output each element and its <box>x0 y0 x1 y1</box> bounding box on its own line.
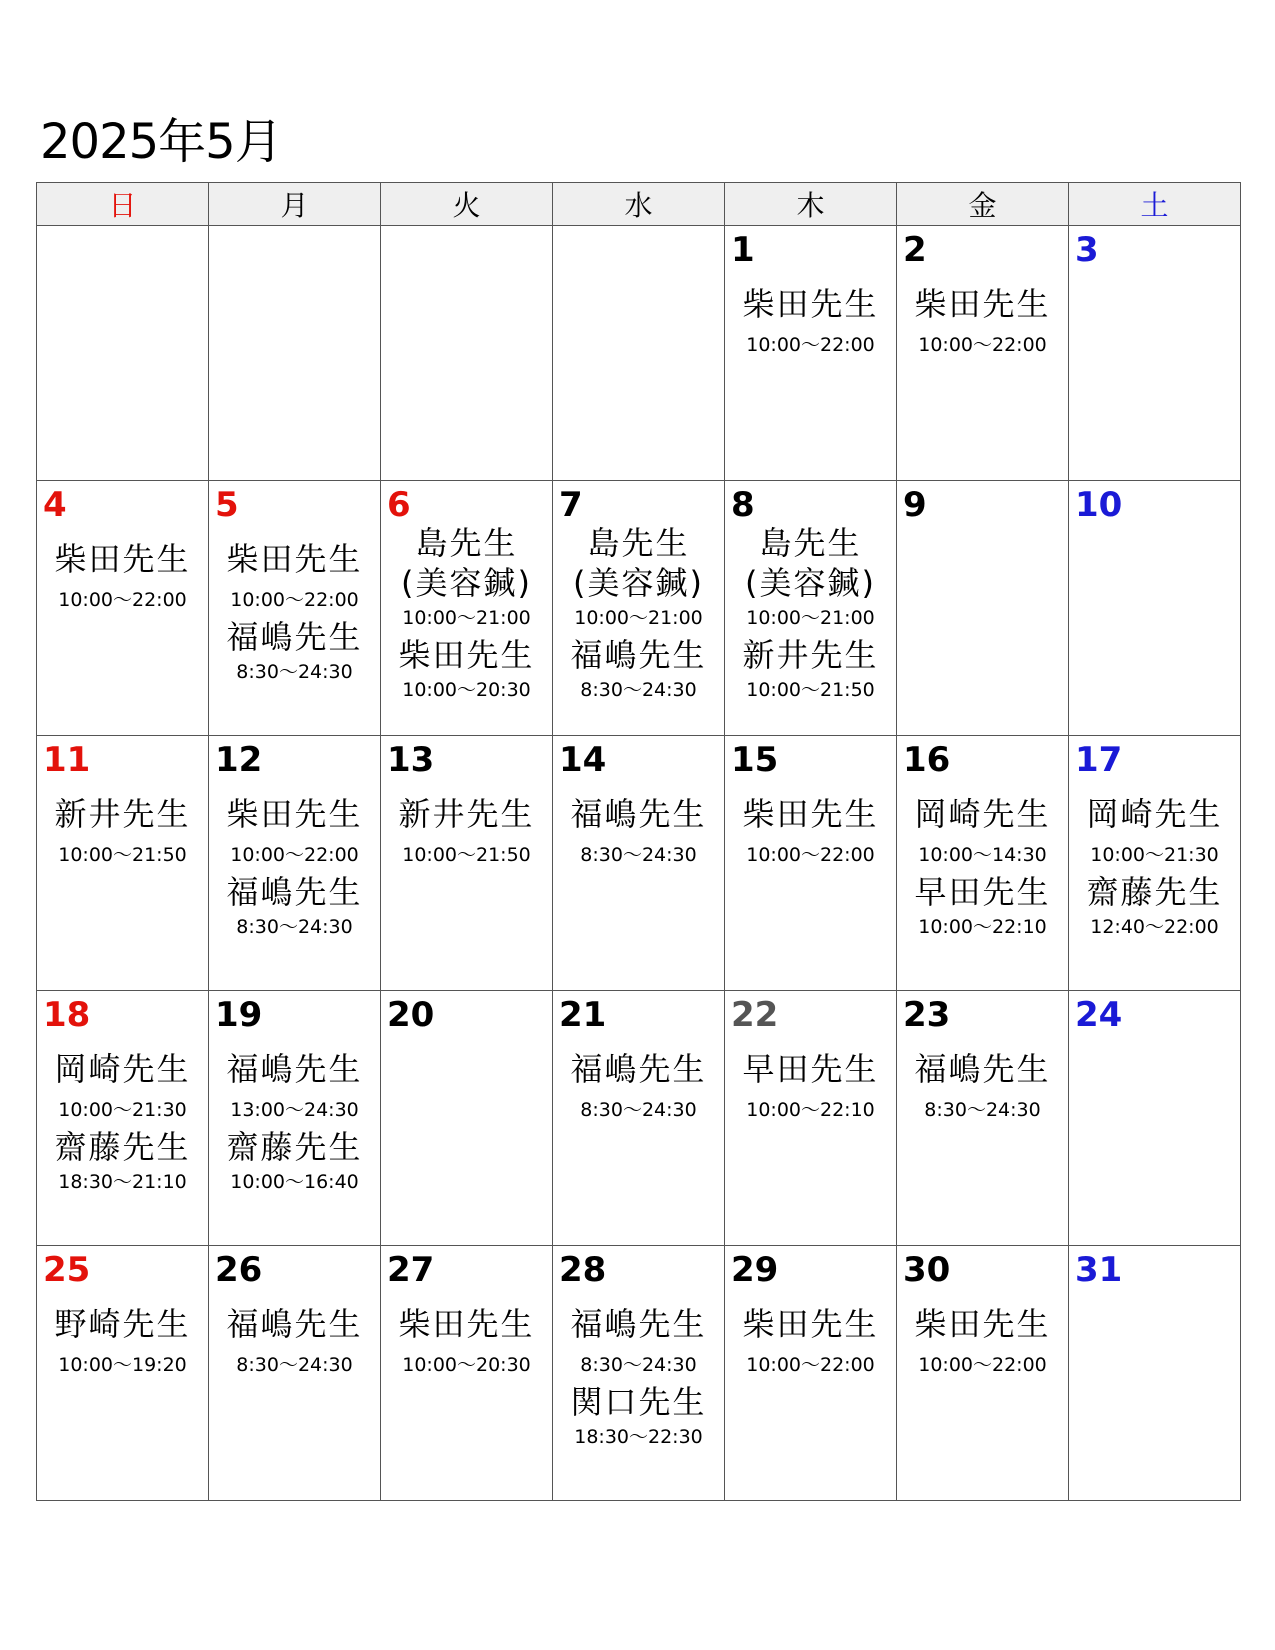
shift-time: 10:00～22:00 <box>746 844 875 866</box>
staff-name: 島先生 (美容鍼) <box>745 524 876 602</box>
shift-list <box>381 794 552 868</box>
shift-entry <box>553 794 724 868</box>
day-cell <box>725 736 897 991</box>
day-number: 20 <box>387 995 435 1035</box>
shift-list <box>209 794 380 940</box>
shift-list <box>553 794 724 868</box>
day-number: 25 <box>43 1250 91 1290</box>
day-number: 9 <box>903 485 927 525</box>
weekday-header: 日 <box>37 183 209 226</box>
day-number: 1 <box>731 230 755 270</box>
day-number: 30 <box>903 1250 951 1290</box>
staff-name: 柴田先生 <box>742 285 879 323</box>
shift-list <box>897 794 1068 940</box>
day-cell <box>897 1246 1069 1501</box>
weekday-header: 木 <box>725 183 897 226</box>
staff-name: 福嶋先生 <box>570 1305 707 1343</box>
day-number: 12 <box>215 740 263 780</box>
day-cell <box>1069 736 1241 991</box>
calendar-title: 2025年5月 <box>40 114 282 170</box>
shift-time: 10:00～22:10 <box>918 916 1047 938</box>
shift-time: 12:40～22:00 <box>1090 916 1219 938</box>
shift-entry <box>553 523 724 631</box>
shift-entry <box>381 523 552 631</box>
shift-entry <box>37 1127 208 1195</box>
shift-list <box>209 1049 380 1195</box>
shift-time: 10:00～22:00 <box>746 334 875 356</box>
shift-list <box>209 539 380 685</box>
day-number: 5 <box>215 485 239 525</box>
staff-name: 齋藤先生 <box>1086 873 1223 911</box>
shift-entry <box>897 1049 1068 1123</box>
shift-time: 10:00～20:30 <box>402 679 531 701</box>
staff-name: 関口先生 <box>570 1383 707 1421</box>
shift-list <box>725 794 896 868</box>
shift-entry <box>37 794 208 868</box>
shift-time: 8:30～24:30 <box>236 1354 353 1376</box>
shift-time: 10:00～19:20 <box>58 1354 187 1376</box>
shift-time: 13:00～24:30 <box>230 1099 359 1121</box>
shift-time: 10:00～21:30 <box>58 1099 187 1121</box>
day-number: 27 <box>387 1250 435 1290</box>
staff-name: 柴田先生 <box>398 1305 535 1343</box>
shift-list <box>37 794 208 868</box>
day-number: 3 <box>1075 230 1099 270</box>
day-number: 26 <box>215 1250 263 1290</box>
day-cell <box>725 226 897 481</box>
shift-time: 8:30～24:30 <box>580 1099 697 1121</box>
shift-entry <box>897 794 1068 868</box>
shift-entry <box>1069 872 1240 940</box>
staff-name: 柴田先生 <box>742 795 879 833</box>
day-cell <box>553 481 725 736</box>
shift-time: 10:00～21:50 <box>402 844 531 866</box>
empty-day-cell <box>553 226 725 481</box>
shift-list <box>553 1304 724 1450</box>
shift-time: 10:00～20:30 <box>402 1354 531 1376</box>
shift-entry <box>1069 794 1240 868</box>
weekday-header: 土 <box>1069 183 1241 226</box>
day-cell <box>209 1246 381 1501</box>
week-row <box>37 991 1241 1246</box>
day-cell <box>209 736 381 991</box>
shift-list <box>381 1304 552 1378</box>
day-cell <box>725 1246 897 1501</box>
shift-time: 8:30～24:30 <box>580 844 697 866</box>
day-cell <box>897 226 1069 481</box>
shift-time: 10:00～21:00 <box>746 607 875 629</box>
day-number: 7 <box>559 485 583 525</box>
day-number: 11 <box>43 740 91 780</box>
day-number: 29 <box>731 1250 779 1290</box>
shift-time: 10:00～22:00 <box>230 589 359 611</box>
day-number: 2 <box>903 230 927 270</box>
shift-time: 10:00～22:00 <box>918 334 1047 356</box>
weekday-header: 月 <box>209 183 381 226</box>
weekday-header-row <box>37 183 1241 226</box>
day-cell <box>1069 481 1241 736</box>
staff-name: 新井先生 <box>398 795 535 833</box>
shift-list <box>37 539 208 613</box>
day-number: 18 <box>43 995 91 1035</box>
day-number: 24 <box>1075 995 1123 1035</box>
shift-list <box>897 1304 1068 1378</box>
shift-entry <box>897 284 1068 358</box>
shift-entry <box>725 284 896 358</box>
week-row <box>37 481 1241 736</box>
shift-time: 10:00～22:00 <box>58 589 187 611</box>
day-cell <box>725 991 897 1246</box>
shift-time: 8:30～24:30 <box>924 1099 1041 1121</box>
day-number: 31 <box>1075 1250 1123 1290</box>
shift-entry <box>37 1049 208 1123</box>
staff-name: 福嶋先生 <box>226 1050 363 1088</box>
shift-list <box>725 1304 896 1378</box>
shift-list <box>897 284 1068 358</box>
shift-time: 10:00～21:50 <box>746 679 875 701</box>
staff-name: 齋藤先生 <box>54 1128 191 1166</box>
empty-day-cell <box>209 226 381 481</box>
staff-name: 新井先生 <box>54 795 191 833</box>
staff-name: 柴田先生 <box>914 1305 1051 1343</box>
shift-list <box>1069 794 1240 940</box>
staff-name: 岡崎先生 <box>914 795 1051 833</box>
shift-entry <box>209 539 380 613</box>
day-number: 16 <box>903 740 951 780</box>
day-cell <box>1069 226 1241 481</box>
shift-list <box>553 523 724 703</box>
staff-name: 柴田先生 <box>226 540 363 578</box>
shift-time: 8:30～24:30 <box>580 1354 697 1376</box>
weekday-header: 金 <box>897 183 1069 226</box>
shift-entry <box>725 1304 896 1378</box>
shift-time: 10:00～22:00 <box>230 844 359 866</box>
day-cell <box>37 736 209 991</box>
shift-entry <box>209 872 380 940</box>
day-number: 23 <box>903 995 951 1035</box>
staff-name: 早田先生 <box>914 873 1051 911</box>
shift-entry <box>209 1304 380 1378</box>
staff-name: 野崎先生 <box>54 1305 191 1343</box>
staff-name: 柴田先生 <box>226 795 363 833</box>
shift-list <box>553 1049 724 1123</box>
shift-list <box>897 1049 1068 1123</box>
staff-name: 福嶋先生 <box>570 636 707 674</box>
staff-name: 福嶋先生 <box>226 618 363 656</box>
shift-entry <box>553 635 724 703</box>
day-cell <box>897 736 1069 991</box>
day-number: 19 <box>215 995 263 1035</box>
shift-entry <box>725 523 896 631</box>
staff-name: 齋藤先生 <box>226 1128 363 1166</box>
day-number: 8 <box>731 485 755 525</box>
shift-entry <box>553 1382 724 1450</box>
shift-entry <box>553 1304 724 1378</box>
staff-name: 柴田先生 <box>914 285 1051 323</box>
day-cell <box>897 481 1069 736</box>
staff-name: 岡崎先生 <box>54 1050 191 1088</box>
shift-time: 8:30～24:30 <box>236 661 353 683</box>
day-number: 15 <box>731 740 779 780</box>
day-cell <box>897 991 1069 1246</box>
week-row <box>37 736 1241 991</box>
staff-name: 新井先生 <box>742 636 879 674</box>
empty-day-cell <box>37 226 209 481</box>
week-row <box>37 1246 1241 1501</box>
empty-day-cell <box>381 226 553 481</box>
calendar-grid <box>36 182 1241 1501</box>
shift-time: 10:00～22:00 <box>918 1354 1047 1376</box>
shift-list <box>37 1049 208 1195</box>
day-cell <box>209 991 381 1246</box>
shift-time: 18:30～21:10 <box>58 1171 187 1193</box>
shift-entry <box>553 1049 724 1123</box>
shift-time: 8:30～24:30 <box>580 679 697 701</box>
staff-name: 福嶋先生 <box>226 873 363 911</box>
week-row <box>37 226 1241 481</box>
shift-time: 10:00～22:00 <box>746 1354 875 1376</box>
staff-name: 岡崎先生 <box>1086 795 1223 833</box>
shift-time: 10:00～21:50 <box>58 844 187 866</box>
day-cell <box>553 991 725 1246</box>
shift-list <box>209 1304 380 1378</box>
day-cell <box>37 1246 209 1501</box>
day-cell <box>1069 1246 1241 1501</box>
day-number: 13 <box>387 740 435 780</box>
shift-entry <box>381 635 552 703</box>
shift-entry <box>209 1049 380 1123</box>
shift-list <box>725 284 896 358</box>
day-number: 17 <box>1075 740 1123 780</box>
shift-entry <box>725 794 896 868</box>
weekday-header: 火 <box>381 183 553 226</box>
shift-time: 10:00～22:10 <box>746 1099 875 1121</box>
staff-name: 柴田先生 <box>398 636 535 674</box>
shift-entry <box>897 1304 1068 1378</box>
day-cell <box>725 481 897 736</box>
shift-entry <box>897 872 1068 940</box>
shift-time: 10:00～21:30 <box>1090 844 1219 866</box>
day-number: 4 <box>43 485 67 525</box>
staff-name: 福嶋先生 <box>570 1050 707 1088</box>
day-cell <box>37 991 209 1246</box>
shift-time: 10:00～14:30 <box>918 844 1047 866</box>
shift-list <box>37 1304 208 1378</box>
day-number: 22 <box>731 995 779 1035</box>
shift-time: 18:30～22:30 <box>574 1426 703 1448</box>
shift-entry <box>381 794 552 868</box>
staff-name: 柴田先生 <box>54 540 191 578</box>
shift-list <box>725 523 896 703</box>
day-number: 10 <box>1075 485 1123 525</box>
shift-entry <box>209 794 380 868</box>
day-cell <box>381 481 553 736</box>
day-cell <box>553 736 725 991</box>
shift-time: 10:00～21:00 <box>574 607 703 629</box>
staff-name: 島先生 (美容鍼) <box>573 524 704 602</box>
weekday-header: 水 <box>553 183 725 226</box>
shift-time: 8:30～24:30 <box>236 916 353 938</box>
shift-time: 10:00～16:40 <box>230 1171 359 1193</box>
shift-list <box>381 523 552 703</box>
shift-entry <box>725 635 896 703</box>
day-cell <box>209 481 381 736</box>
day-number: 21 <box>559 995 607 1035</box>
staff-name: 島先生 (美容鍼) <box>401 524 532 602</box>
day-cell <box>381 736 553 991</box>
day-cell <box>1069 991 1241 1246</box>
shift-entry <box>209 617 380 685</box>
shift-entry <box>37 1304 208 1378</box>
staff-name: 柴田先生 <box>742 1305 879 1343</box>
staff-name: 福嶋先生 <box>570 795 707 833</box>
day-cell <box>37 481 209 736</box>
day-number: 6 <box>387 485 411 525</box>
shift-list <box>725 1049 896 1123</box>
shift-entry <box>209 1127 380 1195</box>
day-number: 28 <box>559 1250 607 1290</box>
shift-entry <box>37 539 208 613</box>
shift-time: 10:00～21:00 <box>402 607 531 629</box>
staff-name: 早田先生 <box>742 1050 879 1088</box>
day-cell <box>381 1246 553 1501</box>
day-cell <box>381 991 553 1246</box>
staff-name: 福嶋先生 <box>914 1050 1051 1088</box>
staff-name: 福嶋先生 <box>226 1305 363 1343</box>
shift-entry <box>725 1049 896 1123</box>
shift-entry <box>381 1304 552 1378</box>
day-number: 14 <box>559 740 607 780</box>
day-cell <box>553 1246 725 1501</box>
